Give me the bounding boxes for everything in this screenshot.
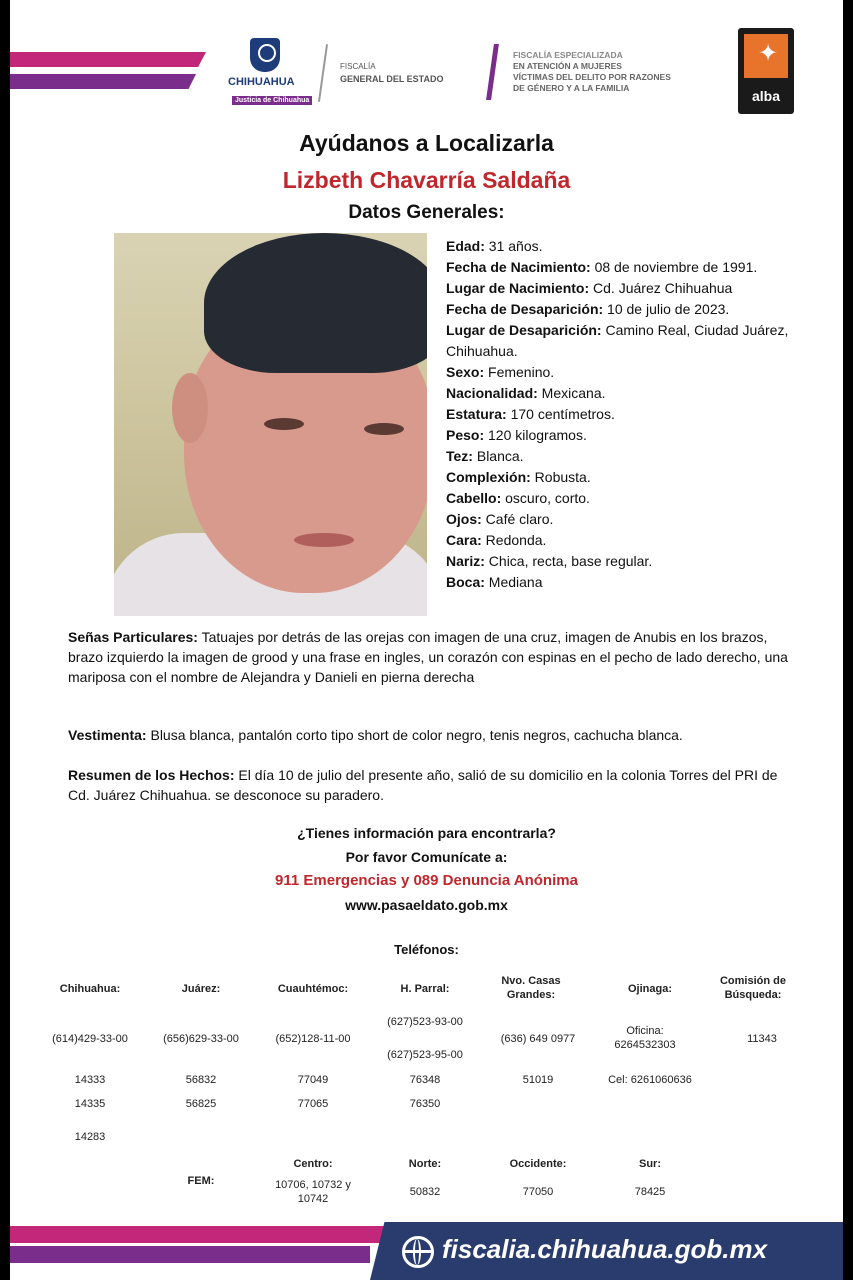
fiscalia-especializada-label: FISCALÍA ESPECIALIZADA EN ATENCIÓN A MUJERES VÍCTIMAS DEL DELITO POR RAZONES DE GÉNERO Y A LA FAMILIA [513,50,671,93]
phone-number: 14335 [74,1098,106,1110]
fiscalia-general-label: GENERAL DEL ESTADO [340,74,444,84]
detail-row: Tez: Blanca. [446,448,524,464]
senas-particulares: Señas Particulares: Tatuajes por detrás de las orejas con imagen de una cruz, imagen de Anubis en los brazos, brazo izquierdo la imagen de grood y una frase en ingles, un corazón con espinas en el pecho de lado derecho, una mariposa con el nombre de Alejandra y Danieli en pierna derecha [68,629,788,685]
details-list [446,236,806,593]
phone-number: (627)523-95-00 [387,1049,463,1061]
phone-number: Cel: 6261060636 [608,1074,692,1086]
detail-row: Fecha de Desaparición: 10 de julio de 2023. [446,301,730,317]
alba-logo [738,28,794,114]
fem-header: Norte: [408,1158,442,1170]
phone-header: H. Parral: [400,983,450,995]
header-divider [318,44,328,102]
chihuahua-shield-icon [250,38,280,72]
contact-question: ¿Tienes información para encontrarla? [297,825,556,841]
phone-number: 76348 [409,1074,441,1086]
detail-row: Lugar de Nacimiento: Cd. Juárez Chihuahua [446,280,733,296]
fem-number: 78425 [634,1186,666,1198]
fem-number: 50832 [409,1186,441,1198]
resumen-hechos: Resumen de los Hechos: El día 10 de julio del presente año, salió de su domicilio en la colonia Torres del PRI de Cd. Juárez Chihuahua. se desconoce su paradero. [68,767,778,803]
chihuahua-logo-text: CHIHUAHUA [228,76,295,88]
vestimenta: Vestimenta: Blusa blanca, pantalón corto tipo short de color negro, tenis negros, cachucha blanca. [68,727,683,743]
fem-label: FEM: [187,1175,215,1187]
website-link[interactable]: www.pasaeldato.gob.mx [345,897,508,913]
alba-logo-text: alba [751,88,780,104]
phone-header: Ojinaga: [627,983,672,995]
phone-number: (636) 649 0977 [500,1033,576,1045]
detail-row: Boca: Mediana [446,574,543,590]
detail-row: Sexo: Femenino. [446,364,555,380]
detail-row: Nacionalidad: Mexicana. [446,385,606,401]
detail-row: Peso: 120 kilogramos. [446,427,587,443]
phone-header: Comisión de Búsqueda: [719,975,786,1001]
detail-row: Lugar de Desaparición: Camino Real, Ciudad Juárez, Chihuahua. [446,322,789,359]
footer-stripe-magenta [10,1226,410,1243]
fem-header: Sur: [639,1158,661,1170]
fem-header: Centro: [293,1158,333,1170]
detail-row: Edad: 31 años. [446,238,543,254]
section-title: Datos Generales: [348,202,505,223]
detail-row: Nariz: Chica, recta, base regular. [446,553,653,569]
phone-number: (652)128-11-00 [275,1033,351,1045]
justicia-badge: Justicia de Chihuahua [232,96,312,105]
fem-header: Occidente: [509,1158,567,1170]
detail-row: Cara: Redonda. [446,532,547,548]
phone-number: (614)429-33-00 [52,1033,128,1045]
fem-number: 77050 [522,1186,554,1198]
missing-person-poster [10,0,843,1280]
phone-header: Chihuahua: [59,983,121,995]
phone-number: (627)523-93-00 [387,1016,463,1028]
footer-url[interactable]: fiscalia.chihuahua.gob.mx [442,1234,768,1264]
phone-header: Nvo. Casas Grandes: [501,975,561,1001]
phone-header: Cuauhtémoc: [277,983,349,995]
detail-row: Ojos: Café claro. [446,511,554,527]
phones-title: Teléfonos: [394,942,459,957]
phone-number: 51019 [522,1074,554,1086]
phone-number: 56832 [185,1074,217,1086]
phone-number: 77049 [297,1074,329,1086]
detail-row: Fecha de Nacimiento: 08 de noviembre de 1991. [446,259,758,275]
phone-header: Juárez: [181,983,221,995]
alba-figure-icon: ✦ [758,40,779,67]
phone-number: 76350 [409,1098,441,1110]
globe-icon [402,1236,434,1268]
fem-number: 10706, 10732 y 10742 [275,1179,351,1205]
fiscalia-label: FISCALÍA [340,62,376,71]
person-name: Lizbeth Chavarría Saldaña [282,167,571,193]
phone-number: (656)629-33-00 [163,1033,239,1045]
header-stripe-purple [10,74,196,89]
phone-number: 56825 [185,1098,217,1110]
header-stripe-magenta [10,52,206,67]
phone-number: Oficina: 6264532303 [614,1025,676,1051]
contact-please: Por favor Comunícate a: [345,849,508,865]
purple-accent-bar [486,44,499,100]
detail-row: Cabello: oscuro, corto. [446,490,590,506]
footer-stripe-purple [10,1246,370,1263]
page-title: Ayúdanos a Localizarla [299,130,554,156]
person-photo [114,233,427,616]
phone-number: 77065 [297,1098,329,1110]
detail-row: Complexión: Robusta. [446,469,591,485]
phone-number: 14283 [74,1131,106,1143]
phone-number: 14333 [74,1074,106,1086]
detail-row: Estatura: 170 centímetros. [446,406,615,422]
emergency-numbers: 911 Emergencias y 089 Denuncia Anónima [275,872,578,889]
phone-number: 11343 [747,1033,777,1045]
